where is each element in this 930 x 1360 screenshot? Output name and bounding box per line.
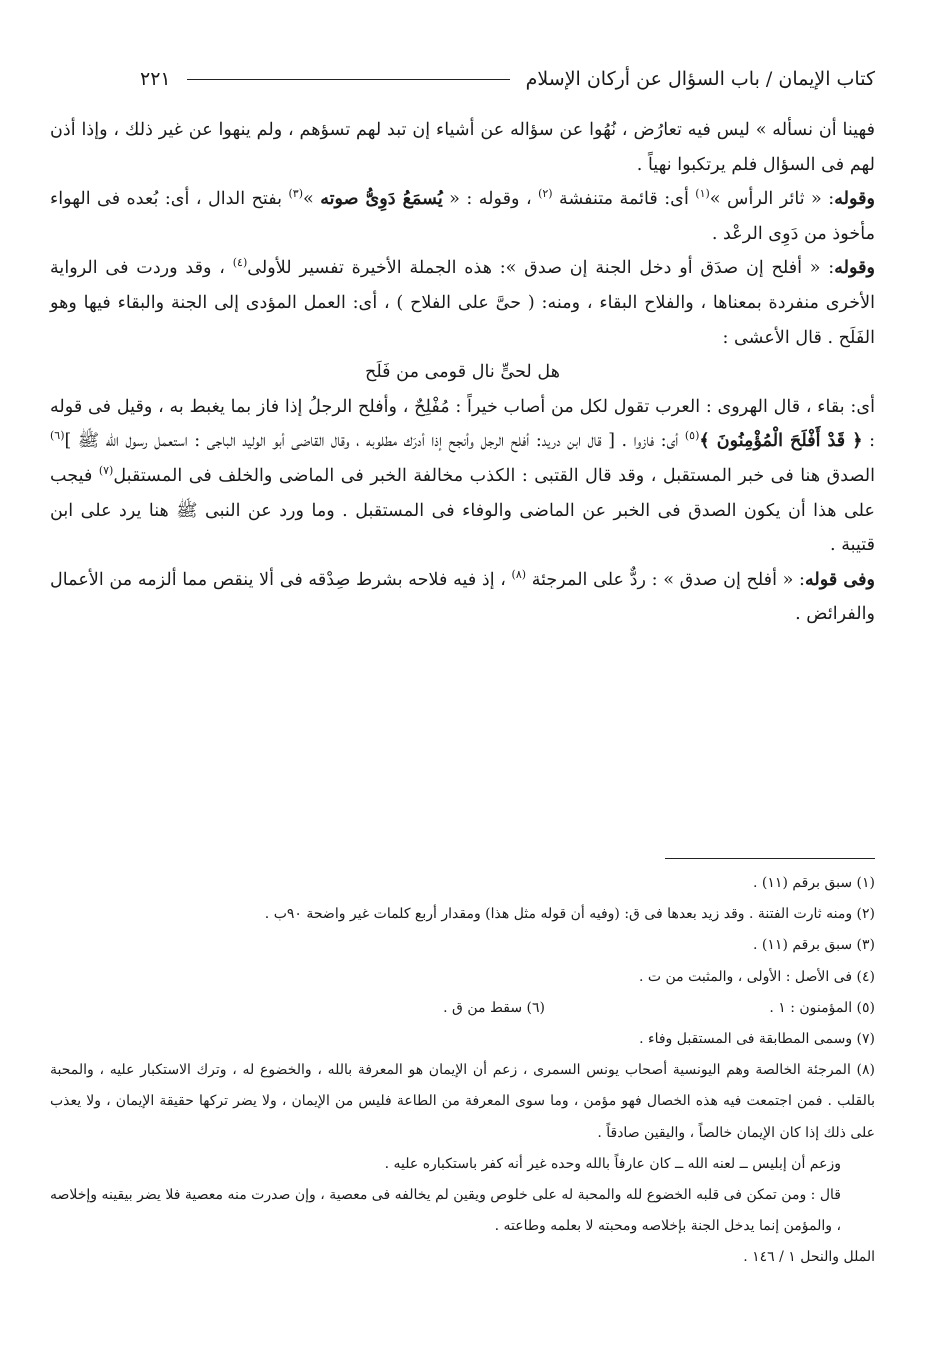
text-run: ، إذ فيه فلاحه بشرط صِدْقه فى ألا ينقص مما ألزمه من الأعمال والفرائض .	[50, 569, 875, 625]
text-run: أى: قائمة متنفشة	[552, 189, 696, 210]
footnote-8-continuation: وزعم أن إبليس ــ لعنه الله ــ كان عارفاً بالله وحده غير أنه كفر باستكباره عليه .	[384, 1155, 841, 1172]
footnotes	[50, 868, 875, 1274]
footnote-2: (٢) ومنه ثارت الفتنة . وقد زيد بعدها فى ق: (وفيه أن قوله مثل هذا) ومقدار أربع كلمات غير واضحة ٩٠ب .	[264, 906, 875, 923]
quran-quote: ﴿ قَدْ أَفْلَحَ الْمُؤْمِنُونَ ﴾	[699, 430, 863, 452]
text-run: »	[302, 189, 321, 210]
text-run: ، وقوله : «	[442, 189, 539, 210]
main-text	[50, 113, 875, 632]
chapter-title: كتاب الإيمان / باب السؤال عن أركان الإسلام	[525, 68, 875, 90]
poetry-verse: هل لحىٍّ نال قومى من فَلَح	[365, 362, 560, 383]
text-run: ، وقد وردت فى الرواية الأخرى منفردة بمعناها ، والفلاح البقاء ، ومنه: ( حىَّ على الفلاح ) ، أى: العمل المؤدى إلى الجنة والبقاء فيها وهو الفَلَح . قال الأعشى :	[50, 258, 875, 348]
paragraph-2	[50, 182, 875, 251]
paragraph-1: فهينا أن نسأله » ليس فيه تعارُض ، نُهُوا عن سؤاله عن أشياء إن تبد لهم تسؤهم ، ولم ينهوا عن غير ذلك ، وإذا أذن لهم فى السؤال فلم يرتكبوا نهياً .	[50, 120, 875, 175]
quoted-phrase: يُسمَعُ دَوِىُّ صوته	[320, 188, 443, 210]
paragraph-lead: وفى قوله	[804, 568, 875, 590]
footnote-ref: (٣)	[288, 187, 303, 201]
paragraph-4	[50, 390, 875, 563]
text-run: فيجب على هذا أن يكون الصدق فى الخبر عن الماضى والوفاء فى المستقبل . وما ورد عن النبى ﷺ هنا يرد على ابن قتيبة .	[50, 465, 875, 556]
footnote-ref: (٥)	[684, 429, 700, 443]
footnote-ref: (٧)	[98, 464, 114, 478]
text-run: : « ثائر الرأس »	[709, 189, 835, 210]
text-run: أى: فازوا . [ قال ابن دريد: أفلح الرجل وأنجح إذا أدرَك مطلوبه ، وقال القاضى أبو الوليد الباجى : استعمل رسول الله ﷺ ]	[64, 431, 685, 452]
running-header	[140, 64, 875, 94]
text-run: أى: بقاء ، قال الهروى : العرب تقول لكل من أصاب خيراً : مُفْلِحٌ ، وأفلح الرجلُ إذا فاز بما يغبط به ، وقيل فى قوله :	[50, 396, 876, 452]
footnote-row-5-6	[50, 993, 875, 1024]
footnote-8: (٨) المرجئة الخالصة وهم اليونسية أصحاب يونس السمرى ، زعم أن الإيمان هو المعرفة بالله ، والخضوع له ، وترك الاستكبار عليه ، والمحبة بالقلب . فمن اجتمعت فيه هذه الخصال فهو مؤمن ، وما سوى المعرفة من الطاعة فليس من الإيمان ، ولا يضر تركها حقيقة الإيمان ، ولا يعذب على ذلك إذا كان الإيمان خالصاً ، واليقين صادقاً .	[50, 1062, 875, 1141]
text-run: : « أفلح إن صدَق أو دخل الجنة إن صدق »: هذه الجملة الأخيرة تفسير للأولى	[247, 258, 835, 279]
footnote-ref: (٢)	[538, 187, 553, 201]
header-rule	[187, 79, 510, 80]
footnote-8-source: الملل والنحل ١ / ١٤٦ .	[743, 1249, 875, 1266]
footnote-ref: (٦)	[50, 429, 65, 443]
text-run: : « أفلح إن صدق » : ردٌّ على المرجئة	[526, 569, 805, 590]
text-run: الصدق هنا فى خبر المستقبل ، وقد قال القتبى : الكذب مخالفة الخبر فى الماضى والخلف فى المستقبل	[113, 465, 875, 486]
paragraph-lead: وقوله	[834, 257, 875, 279]
footnote-5: (٥) المؤمنون : ١ .	[769, 999, 875, 1016]
footnote-6: (٦) سقط من ق .	[443, 999, 545, 1016]
paragraph-lead: وقوله	[834, 188, 875, 210]
paragraph-5	[50, 563, 875, 632]
footnote-separator	[665, 858, 875, 859]
page-number: ٢٢١	[140, 68, 171, 90]
footnote-4: (٤) فى الأصل : الأولى ، والمثبت من ت .	[638, 968, 875, 985]
footnote-7: (٧) وسمى المطابقة فى المستقبل وفاء .	[639, 1031, 875, 1048]
footnote-ref: (١)	[695, 187, 710, 201]
footnote-1: (١) سبق برقم (١١) .	[753, 875, 875, 891]
text-run: بفتح الدال ، أى: بُعده فى الهواء مأخوذ من دَوِى الرعْد .	[50, 189, 875, 244]
paragraph-3	[50, 251, 875, 355]
footnote-ref: (٨)	[511, 567, 527, 581]
footnote-ref: (٤)	[232, 256, 248, 270]
footnote-3: (٣) سبق برقم (١١) .	[753, 937, 875, 954]
footnote-8-continuation: قال : ومن تمكن فى قلبه الخضوع لله والمحبة له على خلوص ويقين لم يخالفه فى معصية ، وإن صدرت منه معصية فلا يضر بيقينه وإخلاصه ، والمؤمن إنما يدخل الجنة بإخلاصه ومحبته لا بعلمه وطاعته .	[50, 1187, 841, 1235]
